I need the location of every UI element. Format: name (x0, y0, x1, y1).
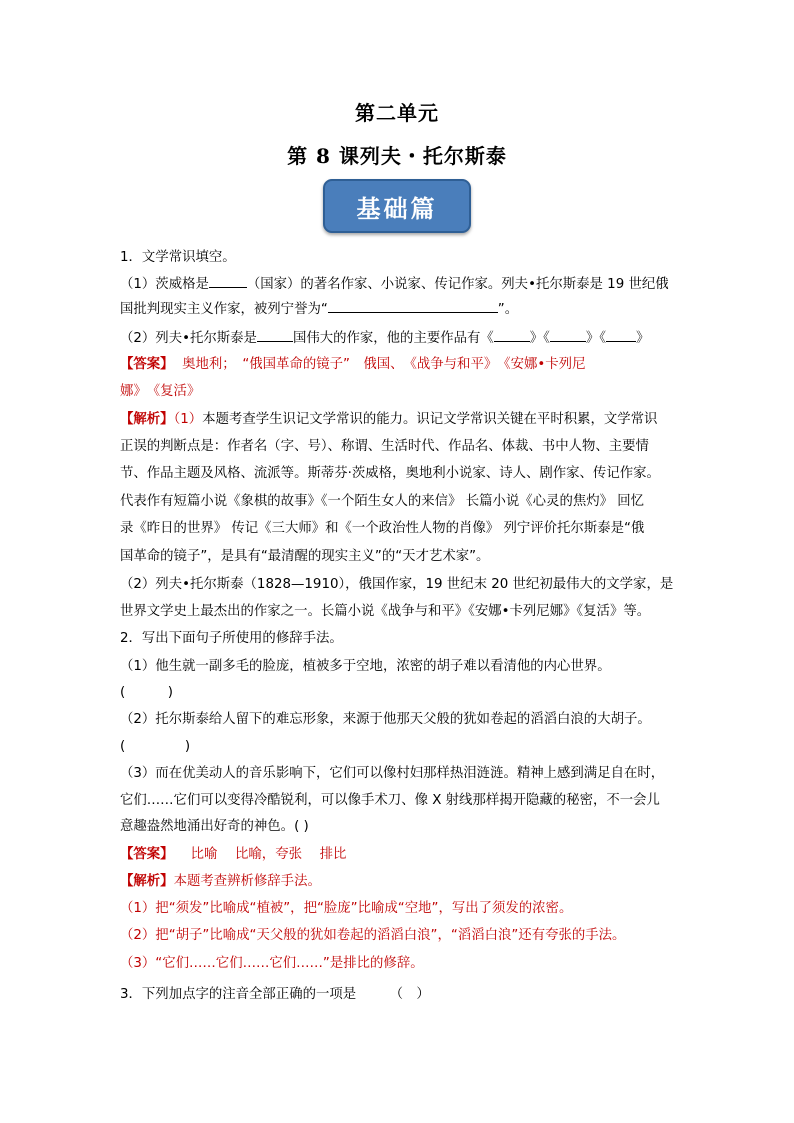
q2-answer: 【答案】 比喻 比喻，夸张 排比 (120, 847, 347, 862)
q1-part2-line: （2）列夫•托尔斯泰是 国伟大的作家，他的主要作品有《 》《 》《 》 (120, 328, 680, 348)
blank (209, 274, 247, 288)
blank (494, 328, 530, 342)
blank (328, 299, 498, 313)
q2-analysis: 【解析】本题考查辨析修辞手法。 (120, 874, 321, 889)
q2-stem: 2．写出下面句子所使用的修辞手法。 (120, 631, 343, 646)
q1-answer-line2: 娜》 《复活》 (120, 384, 201, 399)
blank (550, 328, 586, 342)
q2-analysis-item1: （1）把“须发”比喻成“植被”，把“脸庞”比喻成“空地”，写出了须发的浓密。 (120, 901, 573, 916)
lesson-title: 第 8 课列夫・托尔斯泰 (287, 144, 507, 168)
q1-analysis-line3: 节、作品主题及风格、流派等。斯蒂芬·茨威格，奥地利小说家、诗人、剧作家、传记作家。 (120, 466, 660, 481)
q1-analysis-line2: 正误的判断点是：作者名（字、号）、称谓、生活时代、作品名、体裁、书中人物、主要情 (120, 439, 649, 454)
q1-part1-line2: 国批判现实主义作家，被列宁誉为“ ”。 (120, 299, 680, 319)
q2-answer-paren1: ( ) (120, 685, 174, 700)
analysis-tag: 【解析】 (120, 874, 174, 889)
q2-analysis-item3: （3）“它们……它们……它们……”是排比的修辞。 (120, 956, 424, 971)
q1-stem: 1．文学常识填空。 (120, 250, 236, 265)
q2-sentence3-line2: 它们……它们可以变得冷酷锐利，可以像手术刀、像 X 射线那样揭开隐藏的秘密，不一会儿 (120, 793, 660, 808)
answer-tag: 【答案】 (120, 357, 174, 372)
q2-sentence3-line1: （3）而在优美动人的音乐影响下，它们可以像村妇那样热泪涟涟。精神上感到满足自在时， (120, 766, 665, 781)
blank (257, 328, 293, 342)
q1-analysis-line1: 【解析】（1）本题考查学生识记文学常识的能力。识记文学常识关键在平时积累，文学常识 (120, 412, 658, 427)
q1-analysis-line6: 国革命的镜子”，是具有“最清醒的现实主义”的“天才艺术家”。 (120, 549, 490, 564)
blank (606, 328, 636, 342)
q2-sentence1: （1）他生就一副多毛的脸庞，植被多于空地，浓密的胡子难以看清他的内心世界。 (120, 659, 611, 674)
q2-sentence2: （2）托尔斯泰给人留下的难忘形象，来源于他那天父般的犹如卷起的滔滔白浪的大胡子。 (120, 712, 651, 727)
section-banner: 基础篇 (323, 179, 471, 233)
q1-analysis-line4: 代表作有短篇小说《象棋的故事》《一个陌生女人的来信》 长篇小说《心灵的焦灼》 回忆 (120, 494, 645, 509)
q2-sentence3-line3: 意趣盎然地涌出好奇的神色。( ) (120, 819, 309, 834)
q1-part1-line1: （1）茨威格是 （国家）的著名作家、小说家、传记作家。列夫•托尔斯泰是 19 世纪俄 (120, 274, 680, 294)
q3-stem: 3．下列加点字的注音全部正确的一项是 （ ） (120, 987, 430, 1002)
q2-analysis-item2: （2）把“胡子”比喻成“天父般的犹如卷起的滔滔白浪”，“滔滔白浪”还有夸张的手法。 (120, 928, 626, 943)
unit-title: 第二单元 (355, 101, 439, 125)
answer-tag: 【答案】 (120, 847, 174, 862)
q2-answer-paren2: ( ) (120, 739, 191, 754)
analysis-tag: 【解析】 (120, 412, 174, 427)
q1-answer-line1: 【答案】 奥地利； “俄国革命的镜子” 俄国、 《战争与和平》 《安娜•卡列尼 (120, 357, 586, 372)
q1-analysis-line8: 世界文学史上最杰出的作家之一。长篇小说《战争与和平》《安娜•卡列尼娜》《复活》等。 (120, 604, 651, 619)
q1-analysis-line7: （2）列夫•托尔斯泰（1828—1910），俄国作家，19 世纪末 20 世纪初最伟大的文学家，是 (120, 577, 674, 592)
q1-analysis-line5: 录《昨日的世界》 传记《三大师》和《一个政治性人物的肖像》 列宁评价托尔斯泰是“俄 (120, 521, 645, 536)
